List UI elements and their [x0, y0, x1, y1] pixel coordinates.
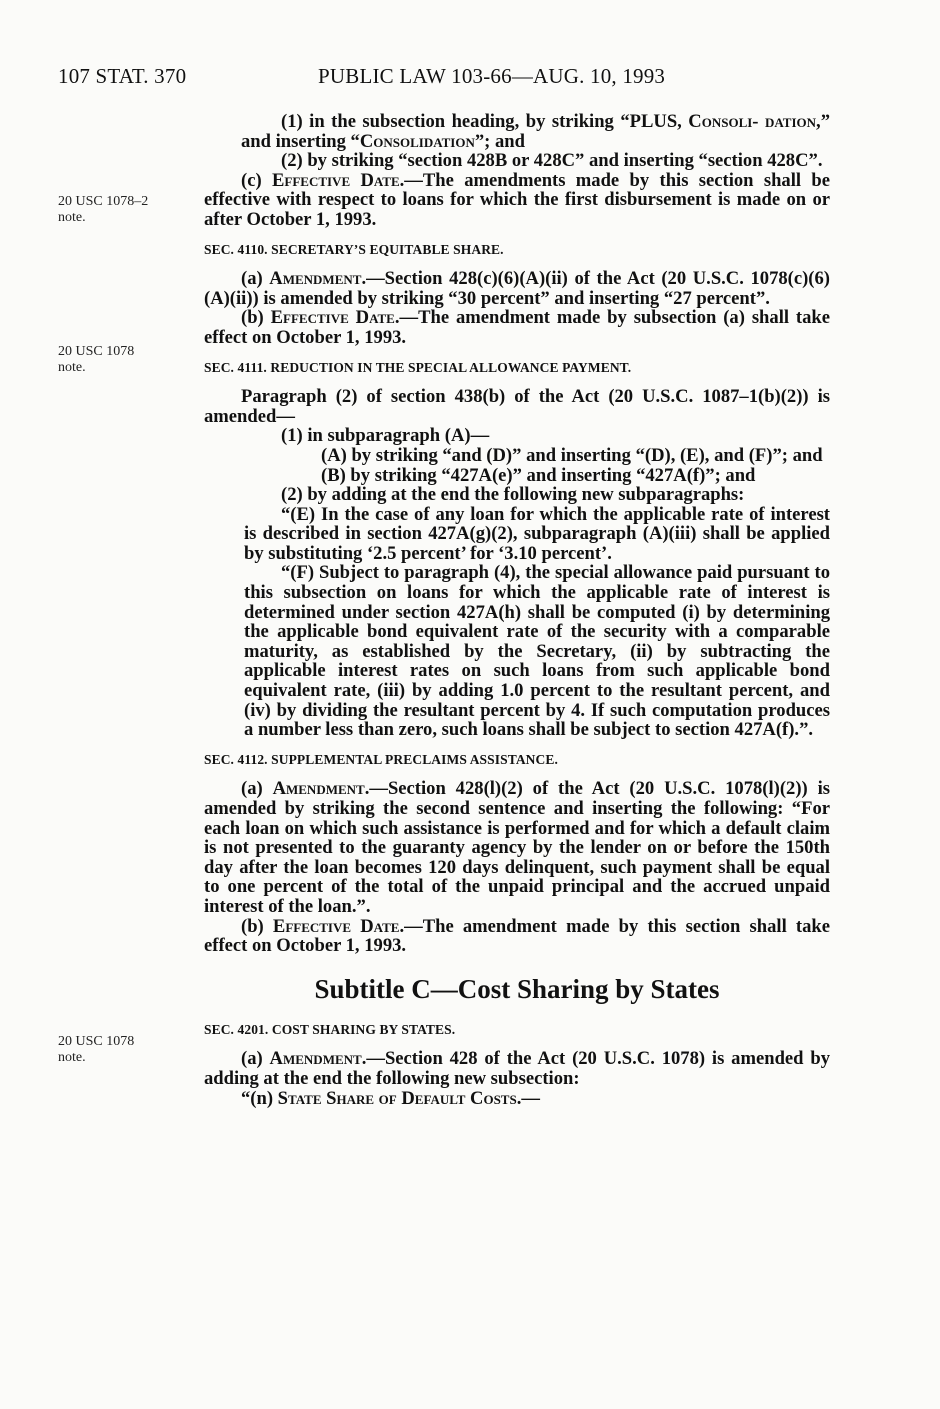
margin-note-label: note. — [58, 1050, 86, 1065]
paragraph-effective-date-c: (c) Effective Date.—The amendments made by this section shall be effective with respect to loans for which the first disbursement is made on or after October 1, 1993. — [204, 169, 830, 230]
section-heading-4110: SEC. 4110. SECRETARY’S EQUITABLE SHARE. — [204, 241, 504, 257]
paragraph-subsection-n: “(n) State Share of Default Costs.— — [241, 1087, 540, 1109]
margin-note-1 — [58, 194, 148, 226]
paragraph-4111-1B: (B) by striking “427A(e)” and inserting “427A(f)”; and — [321, 464, 756, 486]
margin-note-2 — [58, 344, 134, 376]
paragraph-amendment-4110: (a) Amendment.—Section 428(c)(6)(A)(ii) of the Act (20 U.S.C. 1078(c)(6)(A)(ii)) is amended by striking “30 percent” and inserting “27 percent”. — [204, 268, 830, 309]
paragraph-2: (2) by striking “section 428B or 428C” and inserting “section 428C”. — [281, 150, 823, 172]
paragraph-1: (1) in the subsection heading, by striking “PLUS, Consoli- dation,” and inserting “Consolidation”; and — [241, 111, 830, 152]
paragraph-4111-1A: (A) by striking “and (D)” and inserting “(D), (E), and (F)”; and — [321, 444, 823, 466]
margin-note-citation: 20 USC 1078–2 — [58, 194, 149, 209]
margin-note-citation: 20 USC 1078 — [58, 1034, 135, 1049]
section-heading-4112: SEC. 4112. SUPPLEMENTAL PRECLAIMS ASSISTANCE. — [204, 751, 558, 767]
margin-note-label: note. — [58, 360, 86, 375]
statute-body — [204, 112, 830, 1108]
paragraph-4111-F: “(F) Subject to paragraph (4), the special allowance paid pursuant to this subsection on loans for which the applicable rate of interest is determined under section 427A(h) shall be computed (i) by determining the applicable bond equivalent rate of the security with a comparable maturity, as established by the Secretary, (ii) by subtracting the applicable interest rates on such loans from such applicable bond equivalent rate, (iii) by adding 1.0 percent to the resultant percent, and (iv) by dividing the resultant percent by 4. If such computation produces a number less than zero, such loans shall be subject to section 427A(f).”. — [244, 562, 830, 741]
stat-page-number: 107 STAT. 370 — [58, 64, 187, 88]
paragraph-4111-2: (2) by adding at the end the following new subparagraphs: — [281, 484, 745, 506]
subtitle-heading: Subtitle C—Cost Sharing by States — [314, 973, 720, 1004]
paragraph-amendment-4201: (a) Amendment.—Section 428 of the Act (20 U.S.C. 1078) is amended by adding at the end the following new subsection: — [204, 1048, 830, 1089]
section-heading-4201: SEC. 4201. COST SHARING BY STATES. — [204, 1021, 456, 1037]
running-header: PUBLIC LAW 103-66—AUG. 10, 1993 — [318, 64, 666, 88]
paragraph-amendment-4112: (a) Amendment.—Section 428(l)(2) of the Act (20 U.S.C. 1078(l)(2)) is amended by striking the second sentence and inserting the following: “For each loan on which such assistance is performed and for which a default claim is not presented to the guaranty agency by the lender on or before the 150th day after the loan becomes 120 days delinquent, such payment shall be equal to one percent of the total of the unpaid principal and the accrued unpaid interest of the loan.”. — [204, 778, 830, 917]
paragraph-effective-date-4110: (b) Effective Date.—The amendment made by subsection (a) shall take effect on October 1, 1993. — [204, 307, 830, 348]
margin-note-label: note. — [58, 210, 86, 225]
margin-note-3 — [58, 1034, 134, 1066]
paragraph-4111-1: (1) in subparagraph (A)— — [281, 425, 490, 447]
paragraph-4111-intro: Paragraph (2) of section 438(b) of the Act (20 U.S.C. 1087–1(b)(2)) is amended— — [204, 386, 830, 427]
paragraph-4111-E: “(E) In the case of any loan for which the applicable rate of interest is described in section 427A(g)(2), subparagraph (A)(iii) shall be applied by substituting ‘2.5 percent’ for ‘3.10 percent’. — [244, 503, 830, 564]
section-heading-4111: SEC. 4111. REDUCTION IN THE SPECIAL ALLOWANCE PAYMENT. — [204, 359, 632, 375]
paragraph-effective-date-4112: (b) Effective Date.—The amendment made by this section shall take effect on October 1, 1993. — [204, 915, 831, 957]
margin-note-citation: 20 USC 1078 — [58, 344, 135, 359]
